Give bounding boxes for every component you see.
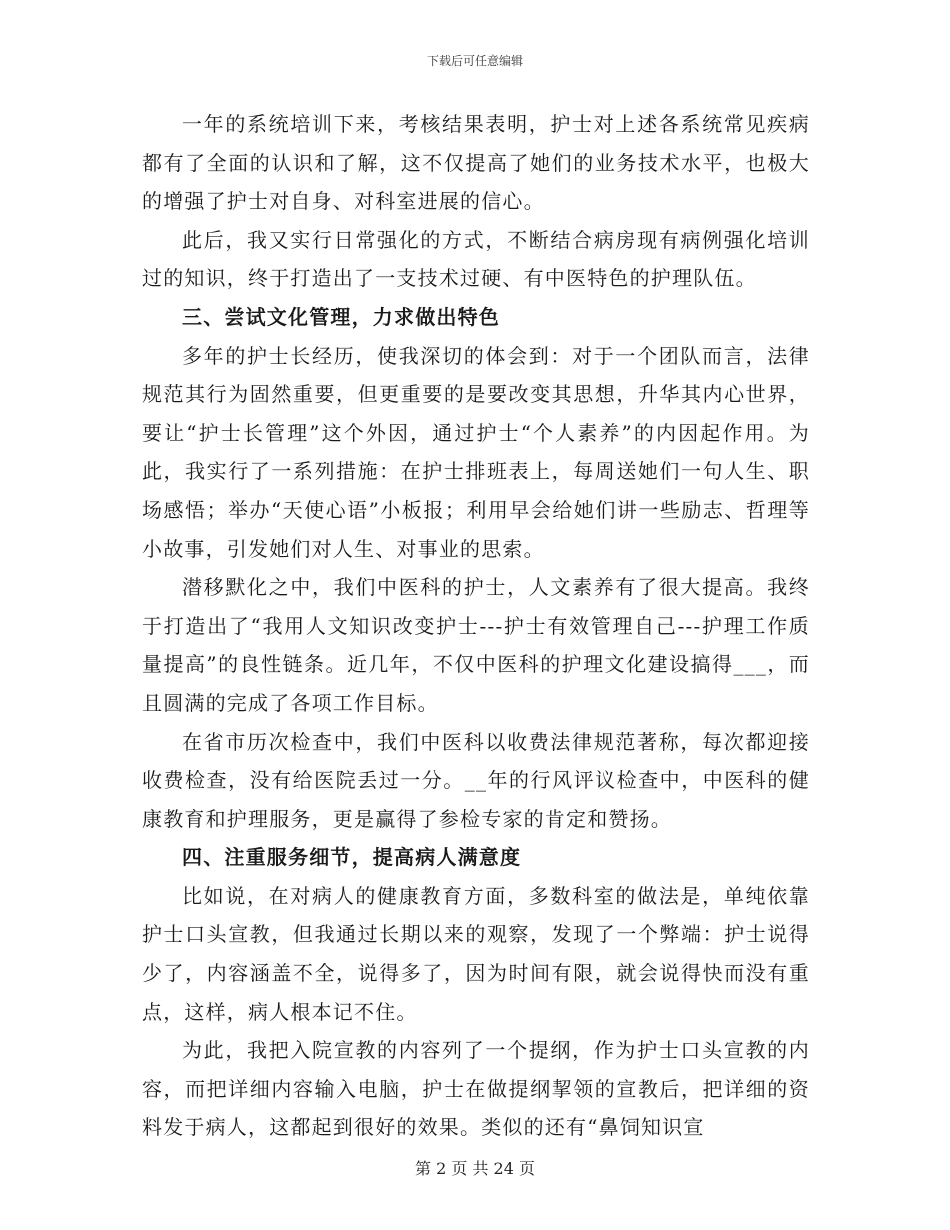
paragraph-3: 多年的护士长经历，使我深切的体会到：对于一个团队而言，法律规范其行为固然重要，但更重要的是要改变其思想，升华其内心世界，要让“护士长管理”这个外因，通过护士“个人素养”的内因起作用。为此，我实行了一系列措施：在护士排班表上，每周送她们一句人生、职场感悟；举办“天使心语”小板报；利用早会给她们讲一些励志、哲理等小故事，引发她们对人生、对事业的思索。 [142,343,810,561]
section-heading-4: 四、注重服务细节，提高病人满意度 [182,845,522,870]
paragraph-5: 在省市历次检查中，我们中医科以收费法律规范著称，每次都迎接收费检查，没有给医院丢过一分。__年的行风评议检查中，中医科的健康教育和护理服务，更是赢得了参检专家的肯定和赞扬。 [142,729,810,831]
document-body [142,105,810,1147]
paragraph-6: 比如说，在对病人的健康教育方面，多数科室的做法是，单纯依靠护士口头宣教，但我通过长期以来的观察，发现了一个弊端：护士说得少了，内容涵盖不全，说得多了，因为时间有限，就会说得快而没有重点，这样，病人根本记不住。 [142,883,810,1024]
paragraph-2: 此后，我又实行日常强化的方式，不断结合病房现有病例强化培训过的知识，终于打造出了一支技术过硬、有中医特色的护理队伍。 [142,227,810,291]
paragraph-4: 潜移默化之中，我们中医科的护士，人文素养有了很大提高。我终于打造出了“我用人文知识改变护士---护士有效管理自己---护理工作质量提高”的良性链条。近几年，不仅中医科的护理文化建设搞得___，而且圆满的完成了各项工作目标。 [142,575,810,715]
paragraph-1: 一年的系统培训下来，考核结果表明，护士对上述各系统常见疾病都有了全面的认识和了解，这不仅提高了她们的业务技术水平，也极大的增强了护士对自身、对科室进展的信心。 [142,112,810,214]
section-heading-3: 三、尝试文化管理，力求做出特色 [182,304,500,329]
page-header: 下载后可任意编辑 [426,54,523,68]
page-footer: 第 2 页 共 24 页 [415,1159,535,1178]
paragraph-7: 为此，我把入院宣教的内容列了一个提纲，作为护士口头宣教的内容，而把详细内容输入电脑，护士在做提纲挈领的宣教后，把详细的资料发于病人，这都起到很好的效果。类似的还有“鼻饲知识宣 [142,1038,810,1140]
